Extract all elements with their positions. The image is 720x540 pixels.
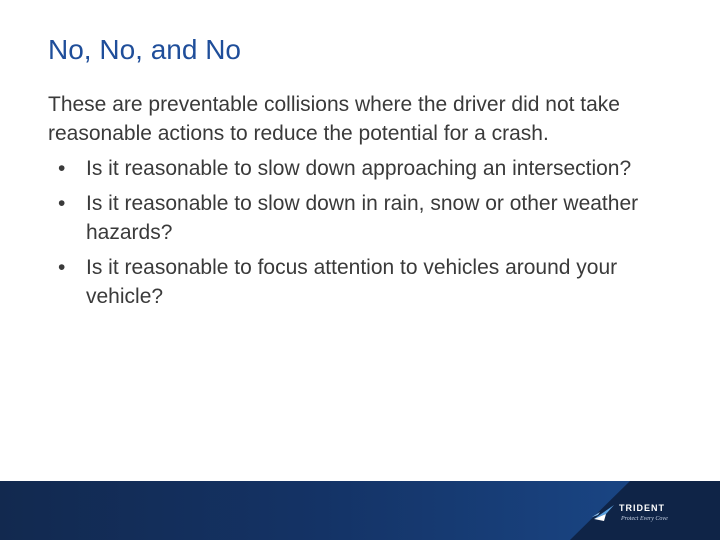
- trident-logo: [592, 501, 682, 535]
- slide-body: [48, 90, 668, 311]
- bullet-dot: •: [58, 256, 66, 279]
- bullet-item: [48, 154, 668, 183]
- bullet-text: Is it reasonable to slow down approaching an intersection?: [86, 157, 632, 180]
- footer-band: [0, 481, 720, 540]
- bullet-text: Is it reasonable to focus attention to vehicles around your vehicle?: [86, 256, 618, 308]
- bullet-item: [48, 253, 668, 311]
- bullet-dot: •: [58, 157, 66, 180]
- bullet-dot: •: [58, 192, 66, 215]
- intro-paragraph: These are preventable collisions where the driver did not take reasonable actions to reduce the potential for a crash.: [48, 93, 620, 145]
- trident-wing-icon: [592, 503, 616, 523]
- logo-tagline: Protect Every Cove: [621, 516, 668, 522]
- logo-wordmark: TRIDENT: [619, 503, 665, 513]
- bullet-item: [48, 189, 668, 247]
- bullet-text: Is it reasonable to slow down in rain, snow or other weather hazards?: [86, 192, 639, 244]
- slide-title: No, No, and No: [48, 34, 241, 65]
- bullet-list: [48, 154, 668, 311]
